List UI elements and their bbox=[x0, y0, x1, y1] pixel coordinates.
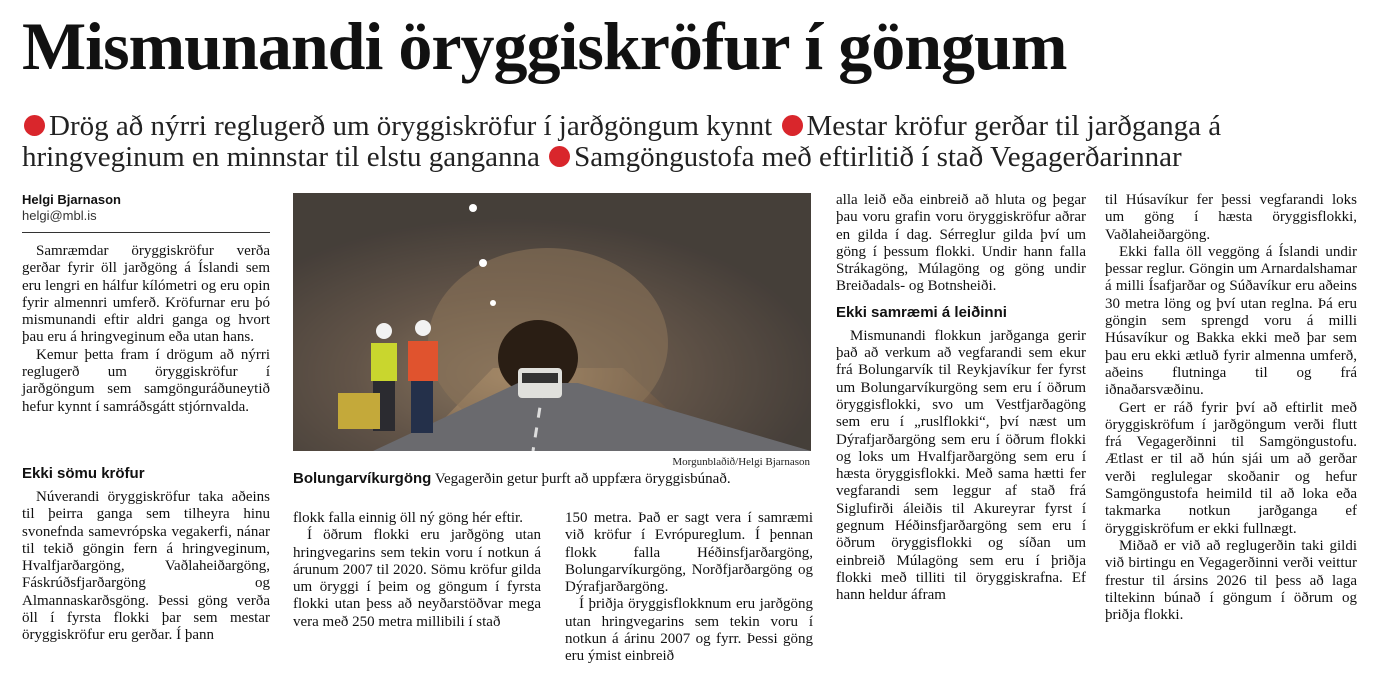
byline-divider bbox=[22, 232, 270, 233]
subheading: Ekki samræmi á leiðinni bbox=[836, 303, 1007, 321]
paragraph: Í þriðja öryggisflokknum eru jarðgöng utan hringvegarins sem tekin voru í notkun á árinu 2007 og fyrr. Þessi göng eru ýmist einbreið bbox=[565, 596, 813, 665]
paragraph: Gert er ráð fyrir því að eftirlit með öryggiskröfum í jarðgöngum verði flutt frá Vegagerðinni til Samgöngustofu. Ætlast er til að hún sjái um að gerðar verði reglulegar skoðanir og hefur Samgöngustofa heimild til að loka eða takmarka notkun jarðganga ef öryggiskröfum er ekki fullnægt. bbox=[1105, 399, 1357, 537]
deck-item-1: Drög að nýrri reglugerð um öryggiskröfur í jarðgöngum kynnt bbox=[49, 110, 773, 142]
column-3 bbox=[565, 510, 813, 666]
tunnel-photo bbox=[293, 193, 811, 451]
deck bbox=[22, 111, 1367, 173]
tunnel-image bbox=[293, 193, 811, 451]
paragraph: 150 metra. Það er sagt vera í samræmi við kröfur í Evrópureglum. Í þennan flokk falla Héðinsfjarðargöng, Bolungarvíkurgöng, Norðfjarðargöng og Dýrafjarðargöng. bbox=[565, 510, 813, 596]
column-5 bbox=[1105, 192, 1357, 624]
subheading: Ekki sömu kröfur bbox=[22, 465, 145, 482]
paragraph: Núverandi öryggiskröfur taka aðeins til þeirra ganga sem tilheyra hinu svonefnda samevrópska vegakerfi, nánar til tekið göngin fern á hringveginum, Hvalfjarðargöng, Vaðlaheiðargöng, Fáskrúðsfjarðargöng og Almannaskarðsgöng. Þessi göng verða öll í fyrsta flokki þar sem mestar öryggiskröfur eru gerðar. Í þann bbox=[22, 489, 270, 644]
paragraph: flokk falla einnig öll ný göng hér eftir. bbox=[293, 510, 523, 526]
author-email[interactable]: helgi@mbl.is bbox=[22, 208, 97, 223]
column-2 bbox=[293, 510, 541, 631]
caption-label: Bolungarvíkurgöng bbox=[293, 470, 432, 487]
headline: Mismunandi öryggiskröfur í göngum bbox=[22, 8, 1067, 84]
paragraph: alla leið eða einbreið að hluta og þegar þau voru grafin voru öryggiskröfur aðrar en gilda í dag. Sérreglur gilda því um göng í þessum flokki. Undir hann falla Strákagöng, Múlagöng og göng undir Breiðadals- og Botnsheiði. bbox=[836, 192, 1086, 295]
author-name: Helgi Bjarnason bbox=[22, 192, 121, 207]
byline bbox=[22, 192, 121, 224]
caption-text: Vegagerðin getur þurft að uppfæra öryggisbúnað. bbox=[431, 471, 731, 487]
photo-credit: Morgunblaðið/Helgi Bjarnason bbox=[672, 456, 810, 468]
paragraph: Kemur þetta fram í drögum að nýrri reglugerð um öryggiskröfur í jarðgöngum sem samgönguráðuneytið hefur kynnt í samráðsgátt stjórnvalda. bbox=[22, 346, 270, 415]
bullet-icon bbox=[549, 146, 570, 167]
column-1-lower bbox=[22, 465, 270, 645]
paragraph: Samræmdar öryggiskröfur verða gerðar fyrir öll jarðgöng á Íslandi sem eru lengri en hálfur kílómetri og eru opin fyrir almennri umferð. Kröfurnar eru þó mismunandi eftir aldri ganga og hvort þau eru á hringveginum eða utan hans. bbox=[22, 243, 270, 346]
paragraph: Mismunandi flokkun jarðganga gerir það að verkum að vegfarandi sem ekur frá Bolungarvík til Reykjavíkur fer fyrst um Bolungarvíkurgöng sem eru í öðrum öryggisflokki, svo um Vestfjarðagöng sem eru í „ruslflokki“, því næst um Dýrafjarðargöng sem eru í öðrum flokki og loks um Hvalfjarðargöng sem eru í hæsta öryggisflokki. Með sama hætti fer vegfarandi sem leggur af stað frá Siglufirði áleiðis til Akureyrar fyrst í gegnum Héðinsfjarðargöng sem eru í öðrum öryggisflokki og síðan um einbreið Múlagöng sem eru í þriðja flokki með tilliti til öryggiskrafna. Ef hann heldur áfram bbox=[836, 327, 1086, 604]
deck-item-2: Mestar kröfur gerðar til jarðganga á hringveginum en minnstar til elstu ganganna bbox=[22, 110, 1222, 173]
bullet-icon bbox=[782, 115, 803, 136]
photo-caption bbox=[293, 470, 813, 488]
paragraph: Miðað er við að reglugerðin taki gildi við birtingu en Vegagerðinni verði veittur frestur til ársins 2026 til þess að laga tiltekinn búnað í göngum í öðrum og þriðja flokki. bbox=[1105, 537, 1357, 624]
column-1 bbox=[22, 243, 270, 416]
deck-item-3: Samgöngustofa með eftirlitið í stað Vegagerðarinnar bbox=[574, 141, 1182, 173]
paragraph: Í öðrum flokki eru jarðgöng utan hringvegarins sem tekin voru í notkun á árunum 2007 til 2020. Sömu kröfur gilda um öryggi í þeim og göngum í fyrsta flokki utan þess að neyðarstöðvar mega vera með 250 metra millibili í stað bbox=[293, 527, 541, 630]
bullet-icon bbox=[24, 115, 45, 136]
column-4 bbox=[836, 192, 1086, 605]
paragraph: til Húsavíkur fer þessi vegfarandi loks um göng í hæsta öryggisflokki, Vaðlaheiðargöng. bbox=[1105, 192, 1357, 243]
paragraph: Ekki falla öll veggöng á Íslandi undir þessar reglur. Göngin um Arnardalshamar á milli Ísafjarðar og Súðavíkur eru aðeins 30 metra löng og því utan reglna. Þá eru göngin sem sprengd voru á milli Húsavíkur og Bakka ekki með þar sem þau eru ekki ætluð fyrir almenna umferð, aðeins flutninga til og frá iðnaðarsvæðinu. bbox=[1105, 243, 1357, 399]
